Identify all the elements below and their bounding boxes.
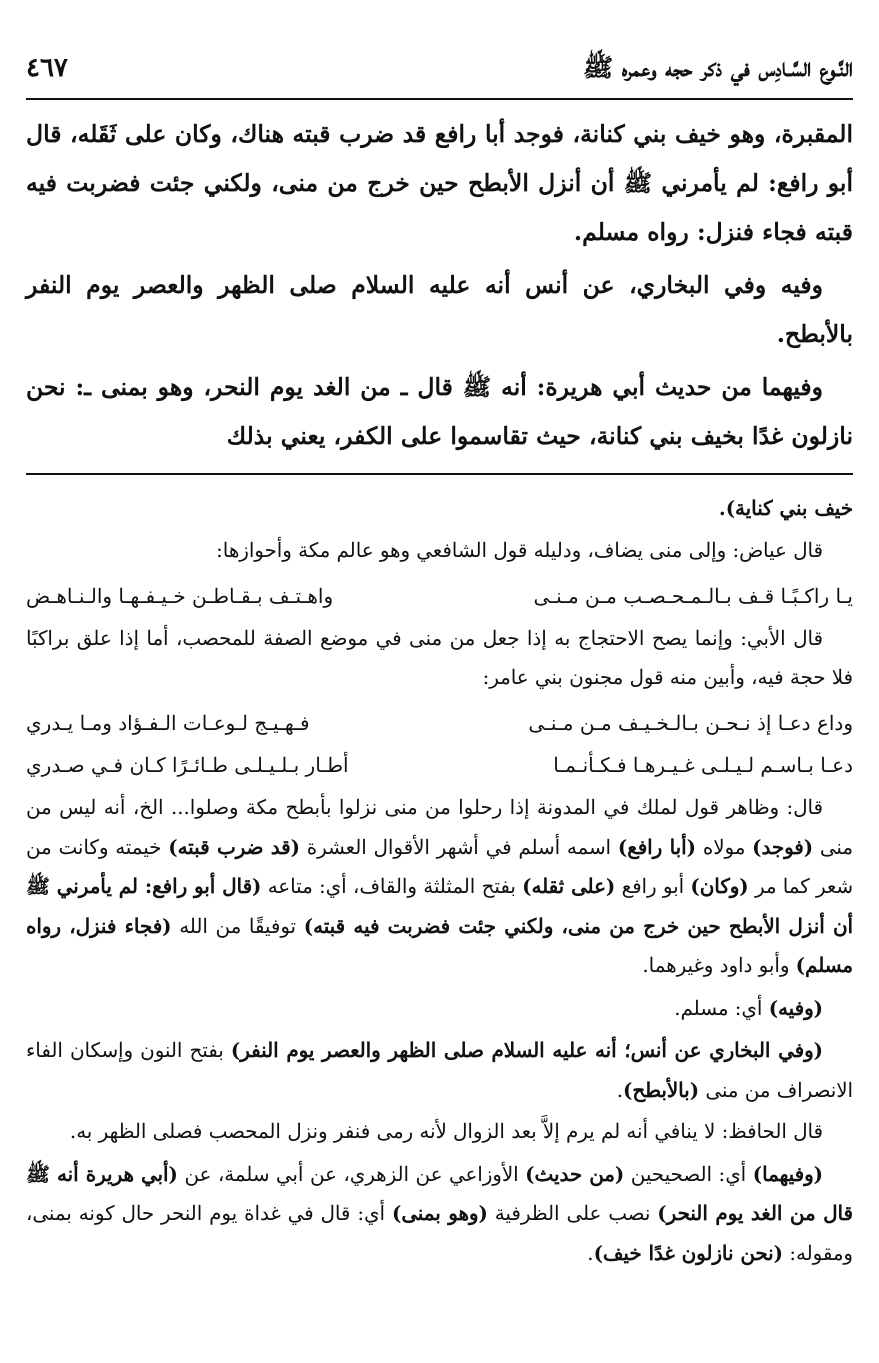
main-paragraph-3: وفيهما من حديث أبي هريرة: أنه ﷺ قال ـ من الغد يوم النحر، وهو بمنى ـ: نحن نازلون غدًا بخيف بني كنانة، حيث تقاسموا على الكفر، يعني بذلك [26,373,853,450]
commentary [26,489,853,1273]
main-text [26,110,853,461]
header-rule [26,98,853,100]
book-page [26,52,853,1276]
verse-1-second-hemistich: واهـتـف بـقـاطـن خـيـفـهـا والـنـاهـض [26,584,334,608]
n8-f: نصب على الظرفية [487,1202,658,1225]
verse-3-second-hemistich: أطـار بـلـيـلـى طـائـرًا كـان فـي صـدري [26,753,349,777]
n4-f: (قد ضرب قبته) [168,834,300,859]
note-paragraph-7: قال الحافظ: لا ينافي أنه لم يرم إلاَّ بعد الزوال لأنه رمى فنفر ونزل المحصب فصلى الظهر به. [69,1120,823,1143]
verse-3-first-hemistich: دعـا بـاسـم لـيـلـى غـيـرهـا فـكـأنـمـا [553,753,853,777]
n8-c: (من حديث) [525,1161,625,1186]
n4-d: (أبا رافع) [617,834,697,859]
running-header [26,52,853,96]
n6-a: (وفي البخاري عن أنس؛ أنه عليه السلام صلى الظهر والعصر يوم النفر) [230,1038,823,1062]
n4-o: وأبو داود وغيرهما. [642,954,796,977]
verse-2-first-hemistich: وداع دعـا إذ نـحـن بـالـخـيـف مـن مـنـى [528,711,853,735]
verse-2 [26,703,853,743]
chapter-title: النَّـوع السَّـادِس في ذكر حجه وعمره ﷺ [582,53,853,82]
verse-2-second-hemistich: فـهـيـج لـوعـات الـفـؤاد ومـا يـدري [26,711,310,735]
note-paragraph-6 [26,1031,853,1110]
n4-e: اسمه أسلم في أشهر الأقوال العشرة [299,835,618,859]
main-paragraph-2: وفيه وفي البخاري، عن أنس أنه عليه السلام صلى الظهر والعصر يوم النفر بالأبطح. [26,271,853,348]
n4-a: قال: وظاهر قول لملك في المدونة إذا رحلوا من منى نزلوا بأبطح مكة وصلوا... الخ، أنه ليس من منى [26,796,853,859]
verse-1-first-hemistich: يـا راكـبًـا قـف بـالـمـحـصـب مـن مـنـى [533,584,853,608]
n8-j: . [587,1241,594,1265]
n4-i: أبو رافع [615,875,691,898]
n6-b: بفتح النون وإسكان الفاء الانصراف من منى [26,1039,853,1102]
verse-3 [26,745,853,785]
n4-g: خيمته وكانت من شعر كما مر [26,835,853,898]
note-paragraph-5 [26,989,853,1029]
n8-a: (وفيهما) [752,1161,823,1186]
n5-b: أي: مسلم. [674,996,769,1020]
n8-d: الأوزاعي عن الزهري، عن أبي سلمة، عن [177,1162,526,1186]
n4-b: (فوجد) [752,834,814,859]
note-paragraph-4 [26,789,853,986]
footnote-separator [26,473,853,475]
page-number: ٤٦٧ [26,53,68,83]
n4-m: توفيقًا من الله [171,914,304,938]
note-line-3: قال الأبي: وإنما يصح الاحتجاج به إذا جعل من منى في موضع الصفة للمحصب، أما إذا علق براكبًا فلا حجة فيه، وأبين منه قول مجنون بني عامر: [26,627,853,689]
verses-majnun [26,703,853,785]
verse-1 [26,576,853,616]
n4-n: (فجاء فنزل، رواه مسلم) [26,913,853,977]
n6-d: . [616,1078,624,1102]
n4-l: (قال أبو رافع: لم يأمرني ﷺ أن أنزل الأبطح حين خرج من منى، ولكني جئت فضربت فيه قبته) [26,874,854,938]
main-paragraph-1: المقبرة، وهو خيف بني كنانة، فوجد أبا رافع قد ضرب قبته هناك، وكان على ثَقَله، قال أبو رافع: لم يأمرني ﷺ أن أنزل الأبطح حين خرج من منى، ولكني جئت فضربت فيه قبته فجاء فنزل: رواه مسلم. [26,120,853,246]
n4-j: (على ثقله) [522,874,616,898]
n8-b: أي: الصحيحين [624,1162,753,1186]
note-paragraph-8 [26,1155,853,1274]
note-line-1 [26,489,853,529]
n8-g: (وهو بمنى) [391,1201,488,1225]
n8-e: (أبي هريرة أنه ﷺ قال من الغد يوم النحر) [26,1161,853,1225]
n5-a: (وفيه) [768,995,823,1020]
n8-h: أي: قال في غداة يوم النحر حال كونه بمنى، ومقوله: [26,1202,853,1265]
n4-k: بفتح المثلثة والقاف، أي: متاعه [261,875,523,898]
n4-c: مولاه [696,835,753,859]
n4-h: (وكان) [690,874,749,898]
n6-c: (بالأبطح) [623,1077,700,1102]
note-1-text: خيف بني كناية). [718,496,853,520]
note-line-2: قال عياض: وإلى منى يضاف، ودليله قول الشافعي وهو عالم مكة وأحوازها: [216,538,823,562]
n8-i: (نحن نازلون غدًا خيف) [593,1240,784,1265]
